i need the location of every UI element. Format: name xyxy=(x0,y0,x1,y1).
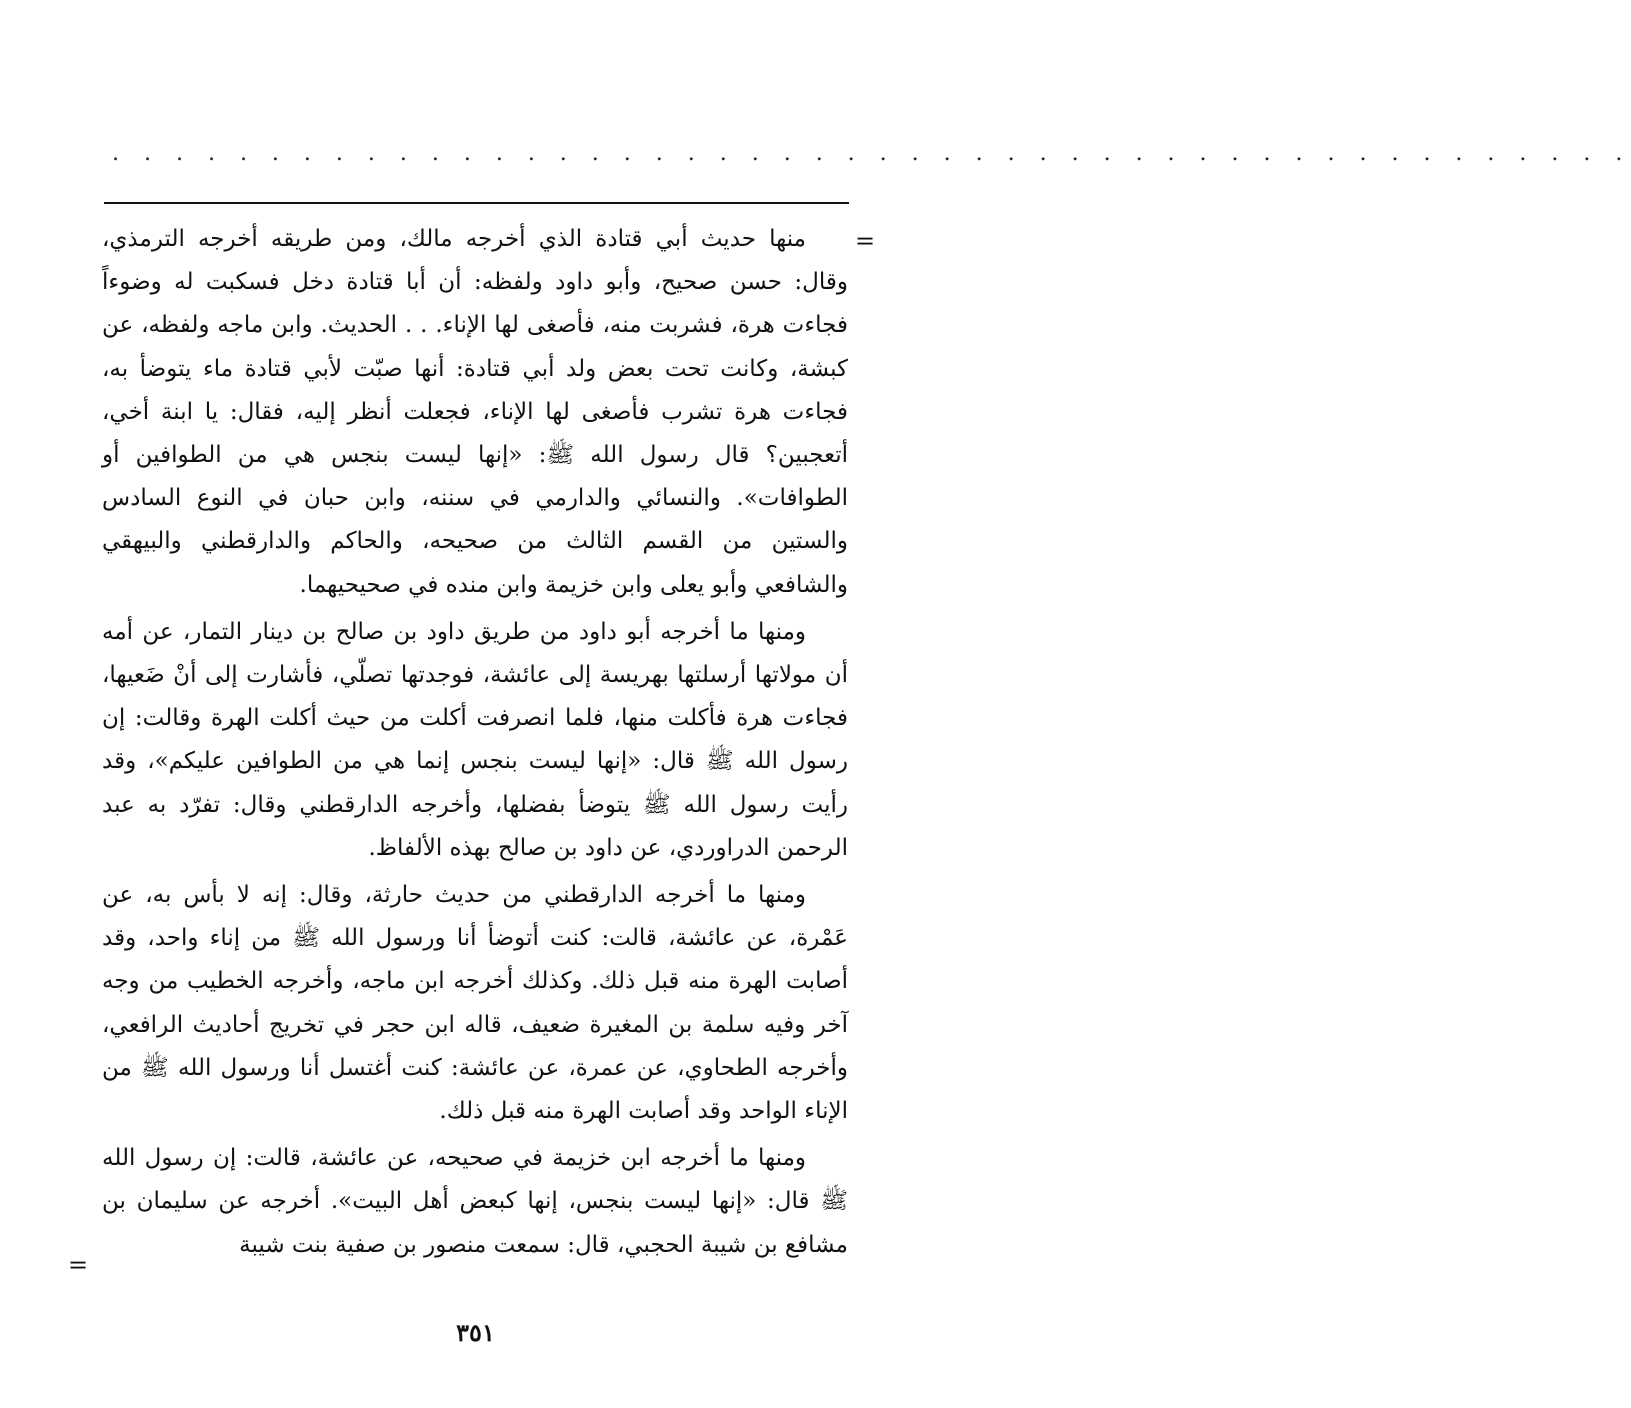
paragraph-4: ومنها ما أخرجه ابن خزيمة في صحيحه، عن عائشة، قالت: إن رسول الله ﷺ قال: «إنها ليست بنجس، إنها كبعض أهل البيت». أخرجه عن سليمان بن مشافع بن شيبة الحجبي، قال: سمعت منصور بن صفية بنت شيبة xyxy=(102,1145,848,1258)
continuation-mark-top: = xyxy=(854,227,876,255)
paragraph-2: ومنها ما أخرجه أبو داود من طريق داود بن صالح بن دينار التمار، عن أمه أن مولاتها أرسلتها بهريسة إلى عائشة، فوجدتها تصلّي، فأشارت إلى أنْ ضَعيها، فجاءت هرة فأكلت منها، فلما انصرفت أكلت من حيث أكلت الهرة وقالت: إن رسول الله ﷺ قال: «إنها ليست بنجس إنما هي من الطوافين عليكم»، وقد رأيت رسول الله ﷺ يتوضأ بفضلها، وأخرجه الدارقطني وقال: تفرّد به عبد الرحمن الدراوردي، عن داود بن صالح بهذه الألفاظ. xyxy=(102,618,848,861)
separator-dots: . . . . . . . . . . . . . . . . . . . . . . . . . . . . . . . . . . . . . . . . . . . . . . . . xyxy=(112,141,1631,166)
paragraph-3: ومنها ما أخرجه الدارقطني من حديث حارثة، وقال: إنه لا بأس به، عن عَمْرة، عن عائشة، قالت: كنت أتوضأ أنا ورسول الله ﷺ من إناء واحد، وقد أصابت الهرة منه قبل ذلك. وكذلك أخرجه ابن ماجه، وأخرجه الخطيب من وجه آخر وفيه سلمة بن المغيرة ضعيف، قاله ابن حجر في تخريج أحاديث الرافعي، وأخرجه الطحاوي، عن عمرة، عن عائشة: كنت أغتسل أنا ورسول الله ﷺ من الإناء الواحد وقد أصابت الهرة منه قبل ذلك. xyxy=(102,882,848,1125)
continuation-mark-bottom: = xyxy=(67,1251,89,1279)
footnote-rule xyxy=(104,202,849,204)
page-number: ٣٥١ xyxy=(456,1318,495,1347)
footnote-text xyxy=(102,218,848,1271)
paragraph-1: منها حديث أبي قتادة الذي أخرجه مالك، ومن طريقه أخرجه الترمذي، وقال: حسن صحيح، وأبو داود ولفظه: أن أبا قتادة دخل فسكبت له وضوءاً فجاءت هرة، فشربت منه، فأصغى لها الإناء. . . الحديث. وابن ماجه ولفظه، عن كبشة، وكانت تحت بعض ولد أبي قتادة: أنها صبّت لأبي قتادة ماء يتوضأ به، فجاءت هرة تشرب فأصغى لها الإناء، فجعلت أنظر إليه، فقال: يا ابنة أخي، أتعجبين؟ قال رسول الله ﷺ: «إنها ليست بنجس هي من الطوافين أو الطوافات». والنسائي والدارمي في سننه، وابن حبان في النوع السادس والستين من القسم الثالث من صحيحه، والحاكم والدارقطني والبيهقي والشافعي وأبو يعلى وابن خزيمة وابن منده في صحيحيهما. xyxy=(102,226,848,598)
